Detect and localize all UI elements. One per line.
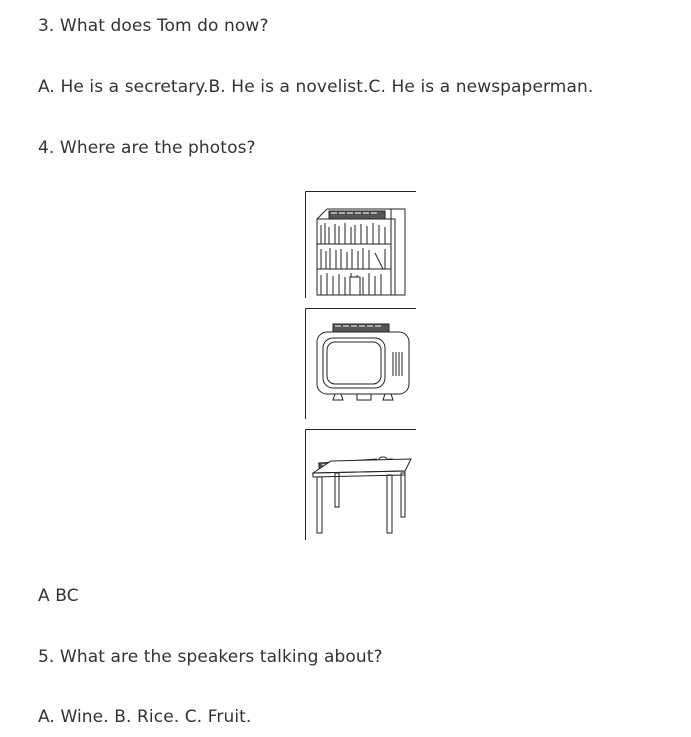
q4-question: 4. Where are the photos? — [38, 138, 256, 158]
television-picture — [305, 308, 417, 416]
photos-on-tv-icon — [333, 324, 389, 332]
bookshelf-picture — [305, 191, 417, 299]
q5-options: A. Wine. B. Rice. C. Fruit. — [38, 707, 252, 727]
photos-on-shelf-icon — [329, 211, 385, 219]
q3-question: 3. What does Tom do now? — [38, 16, 269, 36]
q5-question: 5. What are the speakers talking about? — [38, 647, 383, 667]
table-picture — [305, 429, 417, 537]
q4-options: A BC — [38, 586, 79, 606]
q3-options: A. He is a secretary.B. He is a novelist.C. He is a newspaperman. — [38, 77, 594, 97]
